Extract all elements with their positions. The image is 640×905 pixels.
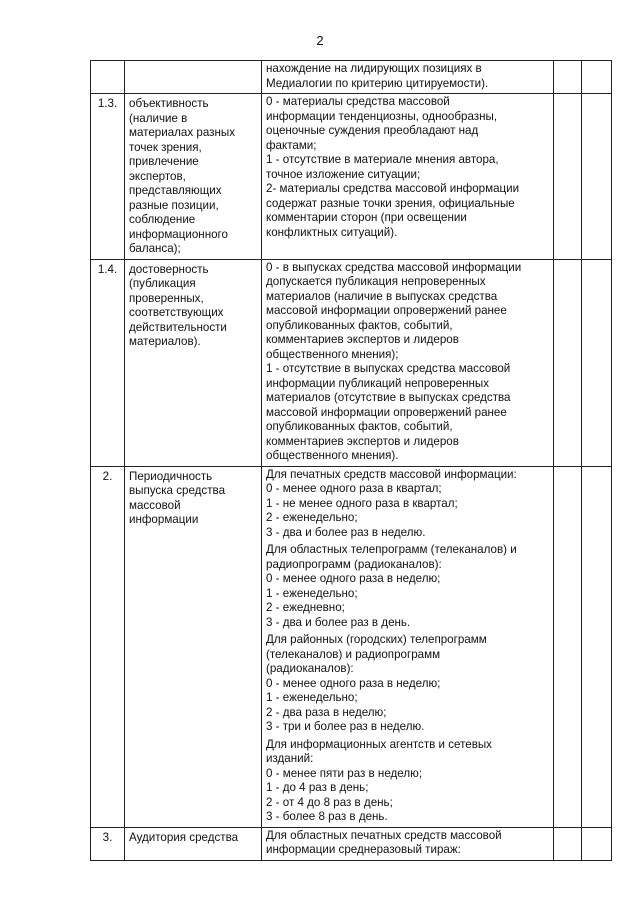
description-line: 0 - менее одного раза в квартал;	[266, 482, 442, 495]
criterion-cell	[125, 61, 262, 94]
description-line: конфликтных ситуаций).	[266, 225, 398, 239]
description-line: 2 - от 4 до 8 раз в день;	[266, 795, 393, 809]
criteria-table-body	[91, 61, 612, 861]
description-line: 2 - два раза в неделю;	[266, 705, 387, 719]
weight-cell	[582, 61, 612, 94]
weight-cell	[582, 466, 612, 827]
description-cell	[262, 61, 554, 94]
criterion-line: объективность	[129, 97, 209, 110]
criterion-cell	[125, 827, 262, 860]
description-line: 3 - два и более раз в неделю.	[266, 525, 426, 539]
description-line: Для информационных агентств и сетевых	[266, 737, 492, 751]
description-group	[266, 829, 551, 858]
criterion-line: проверенных,	[129, 291, 204, 305]
description-line: радиопрограмм (радиоканалов):	[266, 557, 442, 571]
description-line: 1 - до 4 раз в день;	[266, 781, 369, 794]
score-cell	[554, 61, 582, 94]
description-line: массовой информации опровержений ранее	[266, 405, 507, 419]
criterion-line: информационного	[129, 227, 228, 241]
row-number: 1.3.	[91, 94, 125, 260]
description-line: Для областных печатных средств массовой	[266, 828, 502, 842]
description-line: точное изложение ситуации;	[266, 167, 421, 181]
description-line: 0 - менее одного раза в неделю;	[266, 676, 441, 690]
description-group	[266, 261, 551, 464]
description-line: нахождение на лидирующих позициях в	[266, 62, 482, 75]
description-group	[266, 543, 551, 630]
description-group	[266, 62, 551, 91]
criterion-line: экспертов,	[129, 169, 186, 183]
description-line: фактами;	[266, 138, 317, 152]
description-line: комментарии сторон (при освещении	[266, 211, 467, 224]
description-line: 3 - более 8 раз в день.	[266, 810, 388, 823]
criterion-line: Аудитория средства	[129, 830, 239, 844]
criterion-cell	[125, 94, 262, 260]
description-line: (радиоканалов):	[266, 662, 354, 675]
description-group	[266, 468, 551, 541]
description-line: 0 - менее пяти раз в неделю;	[266, 766, 423, 780]
description-line: общественного мнения).	[266, 449, 399, 462]
score-cell	[554, 259, 582, 466]
criterion-line: выпуска средства	[129, 484, 226, 497]
description-line: оценочные суждения преобладают над	[266, 124, 479, 137]
description-cell	[262, 827, 554, 860]
criterion-line: разные позиции,	[129, 198, 219, 212]
description-line: Для районных (городских) телепрограмм	[266, 633, 487, 646]
description-line: изданий:	[266, 752, 314, 765]
table-row	[91, 466, 612, 827]
criterion-line: баланса);	[129, 242, 181, 255]
description-line: опубликованных фактов, событий,	[266, 318, 453, 332]
criterion-cell	[125, 466, 262, 827]
description-group	[266, 633, 551, 735]
description-line: общественного мнения);	[266, 347, 399, 361]
criterion-line: точек зрения,	[129, 140, 202, 154]
description-line: 1 - еженедельно;	[266, 691, 358, 704]
criterion-line: соблюдение	[129, 213, 196, 226]
criterion-line: Периодичность	[129, 469, 213, 483]
description-line: 1 - отсутствие в материале мнения автора,	[266, 153, 499, 166]
criterion-line: привлечение	[129, 155, 199, 168]
weight-cell	[582, 259, 612, 466]
description-line: допускается публикация непроверенных	[266, 275, 486, 288]
score-cell	[554, 827, 582, 860]
table-row	[91, 827, 612, 860]
row-number: 2.	[91, 466, 125, 827]
criterion-line: достоверность	[129, 262, 209, 276]
description-line: Медиалогии по критерию цитируемости).	[266, 76, 489, 90]
description-line: материалов (наличие в выпусках средства	[266, 289, 498, 303]
table-row	[91, 94, 612, 260]
description-line: 3 - три и более раз в неделю.	[266, 720, 425, 733]
description-line: содержат разные точки зрения, официальные	[266, 196, 515, 210]
table-row	[91, 259, 612, 466]
description-cell	[262, 466, 554, 827]
description-line: 1 - не менее одного раза в квартал;	[266, 496, 458, 510]
criterion-line: (наличие в	[129, 111, 188, 125]
description-line: (телеканалов) и радиопрограмм	[266, 647, 441, 661]
criterion-line: массовой	[129, 498, 181, 512]
description-line: 3 - два и более раз в день.	[266, 615, 411, 629]
description-line: информации среднеразовый тираж:	[266, 843, 461, 856]
description-line: 0 - в выпусках средства массовой информации	[266, 260, 522, 274]
criterion-line: действительности	[129, 320, 227, 334]
description-line: комментариев экспертов и лидеров	[266, 434, 459, 448]
criterion-line: представляющих	[129, 184, 222, 197]
page-number: 2	[316, 33, 324, 48]
description-cell	[262, 259, 554, 466]
description-group	[266, 95, 551, 240]
criteria-table	[90, 60, 612, 861]
row-number: 1.4.	[91, 259, 125, 466]
description-line: 2- материалы средства массовой информации	[266, 182, 520, 195]
description-line: 2 - еженедельно;	[266, 511, 358, 524]
score-cell	[554, 466, 582, 827]
description-line: 0 - менее одного раза в неделю;	[266, 572, 441, 585]
description-line: материалов (отсутствие в выпусках средства	[266, 391, 511, 404]
description-line: Для областных телепрограмм (телеканалов) и	[266, 543, 517, 556]
description-line: комментариев экспертов и лидеров	[266, 333, 459, 346]
score-cell	[554, 94, 582, 260]
description-line: Для печатных средств массовой информации:	[266, 467, 517, 481]
row-number	[91, 61, 125, 94]
description-line: информации тенденциозны, однообразны,	[266, 109, 498, 123]
criterion-cell	[125, 259, 262, 466]
weight-cell	[582, 94, 612, 260]
row-number: 3.	[91, 827, 125, 860]
criterion-line: (публикация	[129, 277, 196, 290]
criterion-line: материалах разных	[129, 126, 236, 139]
description-line: 2 - ежедневно;	[266, 601, 345, 614]
table-row	[91, 61, 612, 94]
criterion-line: соответствующих	[129, 306, 224, 319]
description-line: 1 - еженедельно;	[266, 586, 358, 600]
description-line: информации публикаций непроверенных	[266, 376, 490, 390]
description-group	[266, 738, 551, 825]
description-cell	[262, 94, 554, 260]
criterion-line: материалов).	[129, 335, 201, 348]
description-line: 1 - отсутствие в выпусках средства массовой	[266, 362, 511, 375]
weight-cell	[582, 827, 612, 860]
description-line: 0 - материалы средства массовой	[266, 95, 450, 108]
description-line: массовой информации опровержений ранее	[266, 304, 507, 317]
criterion-line: информации	[129, 513, 199, 526]
description-line: опубликованных фактов, событий,	[266, 420, 453, 433]
